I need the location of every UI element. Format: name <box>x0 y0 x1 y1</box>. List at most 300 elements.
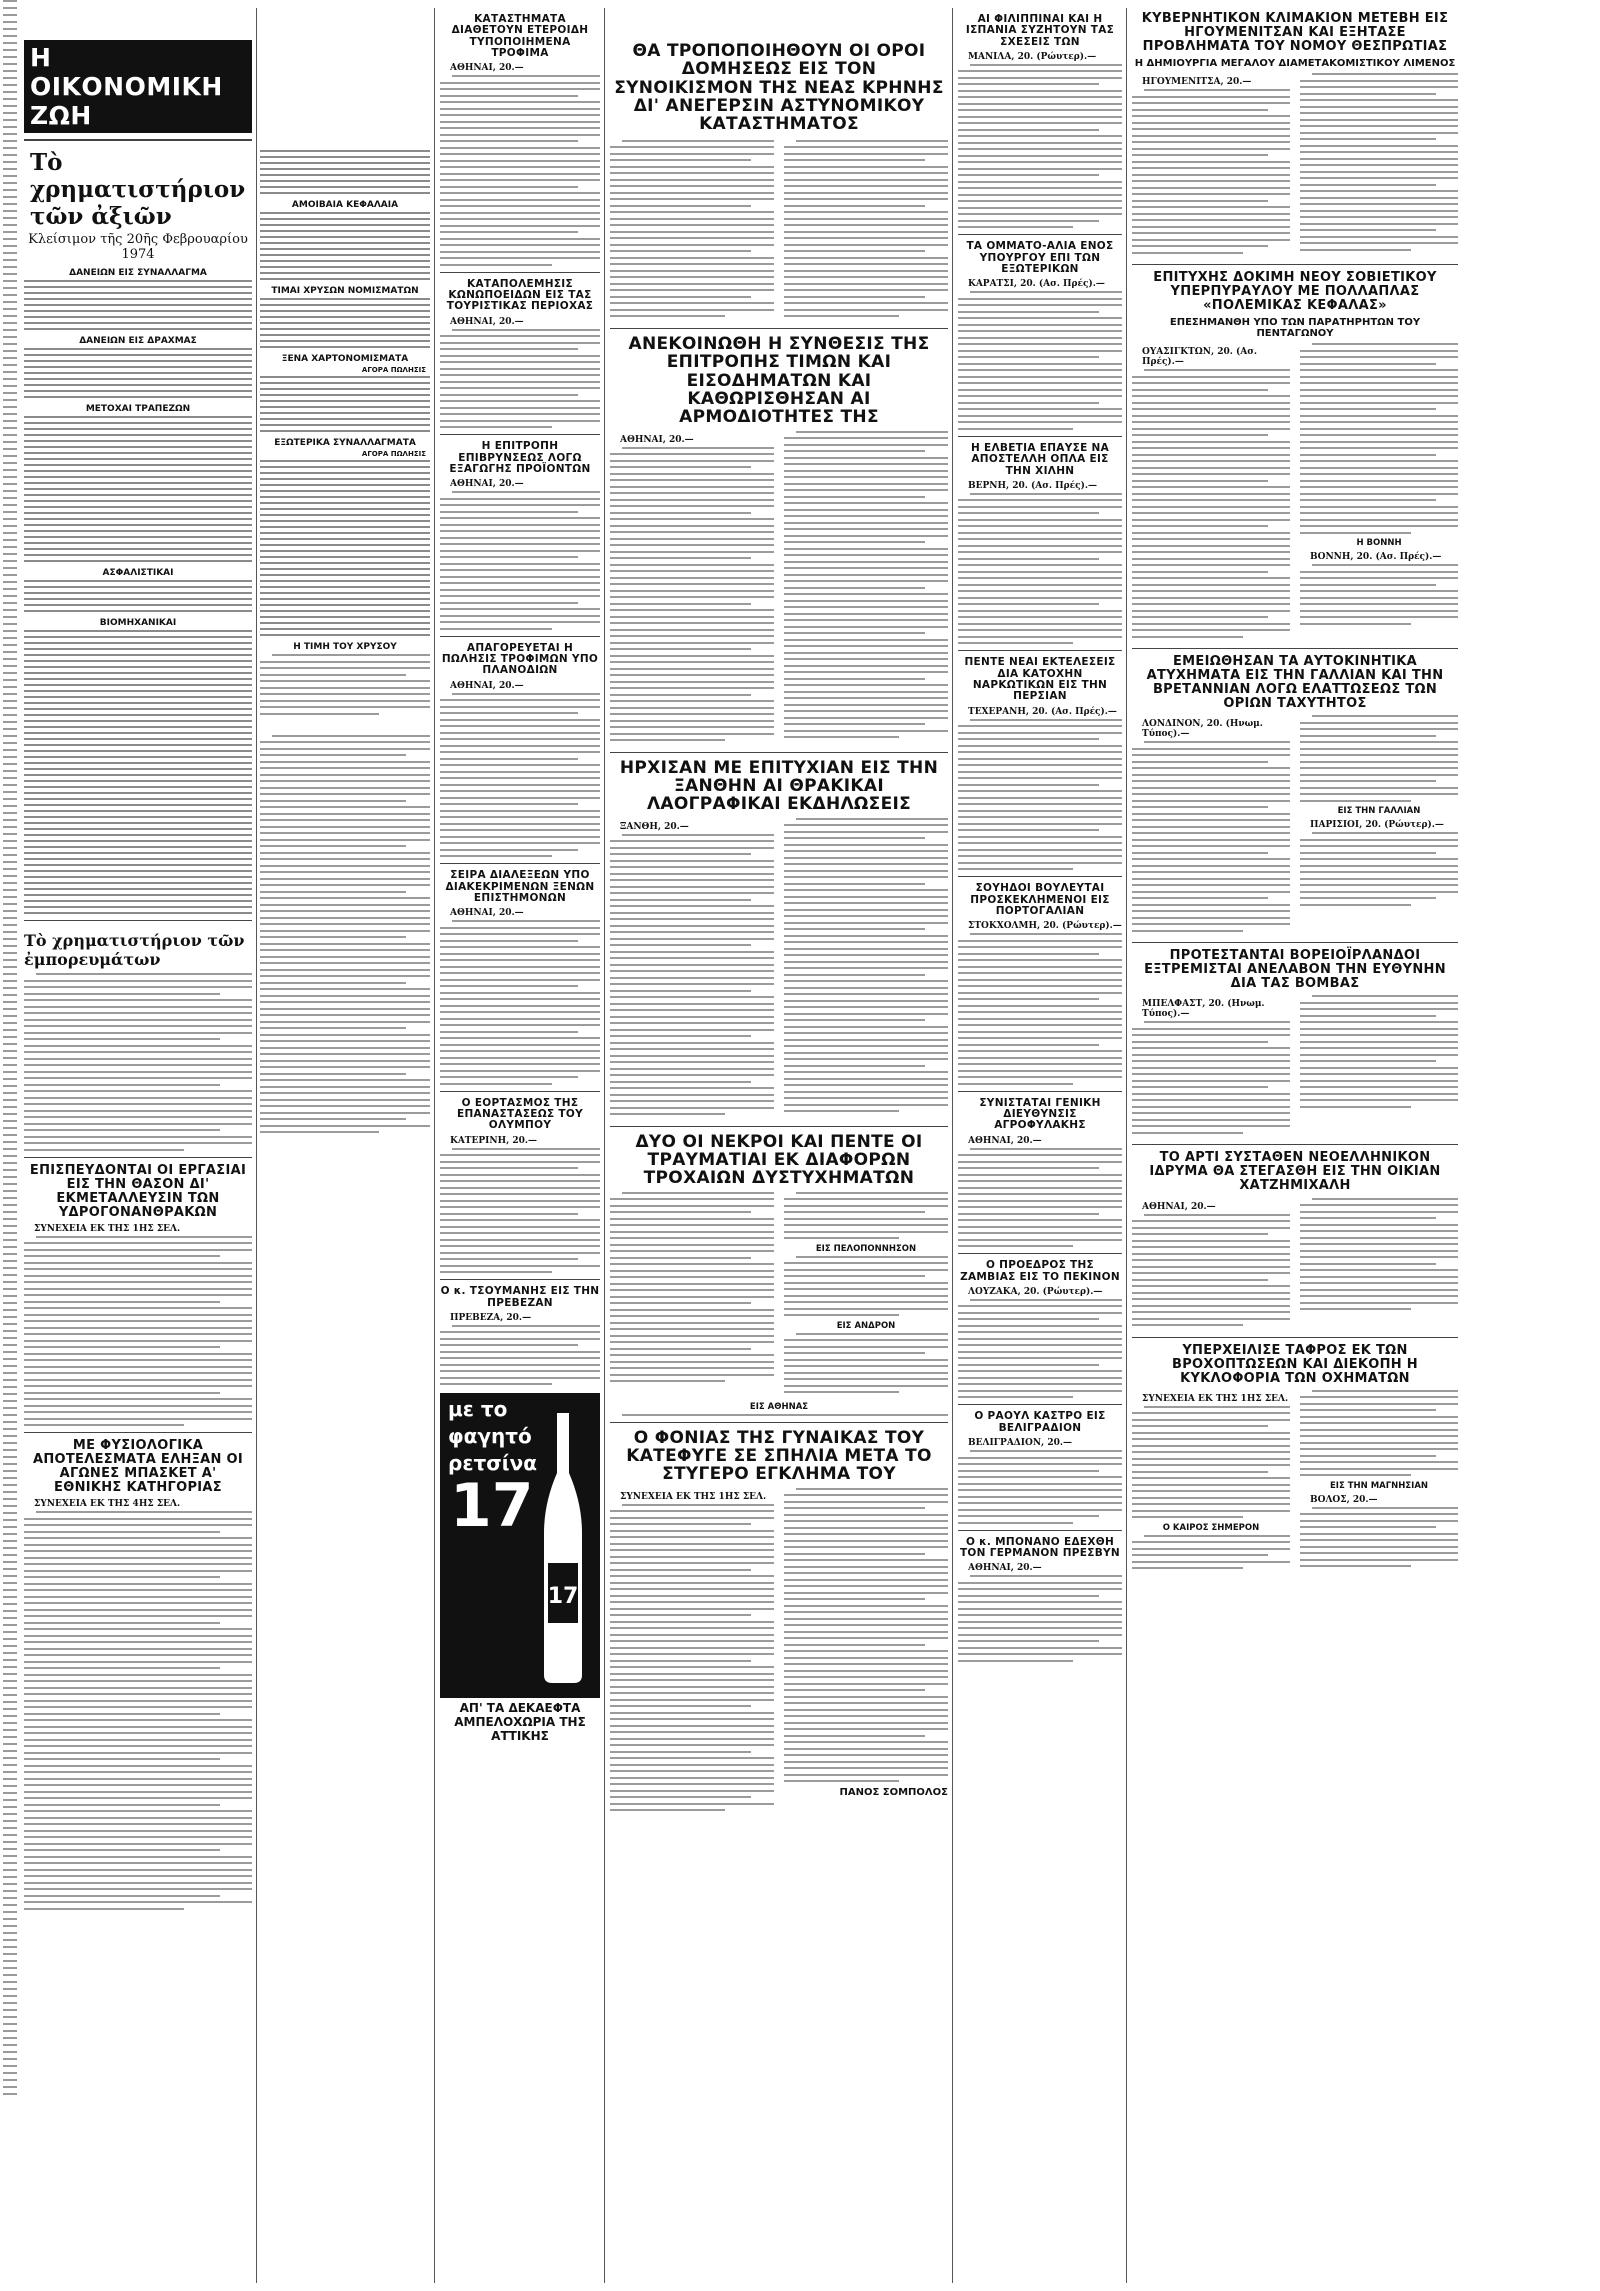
text-line <box>440 342 600 344</box>
article-dateline: ΛΟΥΖΑΚΑ, 20. (Ρώυτερ).— <box>968 1286 1103 1297</box>
text-line <box>440 121 600 123</box>
text-line <box>24 1732 252 1734</box>
article-dateline: ΣΥΝΕΧΕΙΑ ΕΚ ΤΗΣ 1ΗΣ ΣΕΛ. <box>1142 1393 1289 1404</box>
text-line <box>958 1057 1122 1059</box>
text-line <box>3 1092 17 1094</box>
text-line <box>440 1265 600 1267</box>
text-line <box>24 1398 252 1400</box>
text-line <box>24 428 252 430</box>
text-line <box>24 1856 252 1858</box>
text-line <box>260 813 430 815</box>
text-line <box>3 2051 17 2053</box>
text-line <box>24 286 252 288</box>
text-line <box>958 512 1099 514</box>
text-line <box>440 238 600 240</box>
text-line <box>1300 1060 1436 1062</box>
article-subheading: Η ΔΗΜΙΟΥΡΓΙΑ ΜΕΓΑΛΟΥ ΔΙΑΜΕΤΑΚΟΜΙΣΤΙΚΟΥ ΛΙΜΕΝΟΣ <box>1134 58 1456 70</box>
text-line <box>610 1224 774 1226</box>
text-line <box>260 484 430 486</box>
text-line <box>24 1609 252 1611</box>
text-line <box>3 1883 17 1885</box>
text-line <box>958 1364 1099 1366</box>
table-heading: ΕΞΩΤΕΡΙΚΑ ΣΥΝΑΛΛΑΓΜΑΤΑ <box>274 438 416 448</box>
text-line <box>958 1312 1122 1314</box>
text-line <box>440 771 600 773</box>
text-line <box>958 603 1099 605</box>
text-line <box>784 237 948 239</box>
text-line <box>958 829 1099 831</box>
text-line <box>958 1647 1122 1649</box>
text-line <box>260 174 430 176</box>
text-line <box>1300 1250 1458 1252</box>
text-line <box>610 466 751 468</box>
text-line <box>784 1709 948 1711</box>
text-line <box>784 710 948 712</box>
text-line <box>3 1848 17 1850</box>
text-line <box>24 494 252 496</box>
text-line <box>24 446 252 448</box>
text-line <box>24 500 252 502</box>
text-line <box>260 1086 430 1088</box>
article-headline: ΤΑ ΟΜΜΑΤΟ-ΑΛΙΑ ΕΝΟΣ ΥΠΟΥΡΓΟΥ ΕΠΙ ΤΩΝ ΕΞΩΤΕΡΙΚΩΝ <box>966 240 1114 276</box>
article-body <box>1132 741 1290 932</box>
article-body <box>958 719 1122 871</box>
text-line <box>958 758 1122 760</box>
text-line <box>260 700 430 702</box>
text-line <box>958 1660 1073 1662</box>
text-line <box>3 1225 17 1227</box>
text-line <box>784 192 948 194</box>
text-line <box>1300 878 1458 880</box>
article-dateline: ΜΑΝΙΛΑ, 20. (Ρώυτερ).— <box>968 51 1097 62</box>
text-line <box>1132 206 1290 208</box>
text-line <box>3 21 17 23</box>
article-headline: Ο ΦΟΝΙΑΣ ΤΗΣ ΓΥΝΑΙΚΑΣ ΤΟΥ ΚΑΤΕΦΥΓΕ ΣΕ ΣΠΗΛΙΑ ΜΕΤΑ ΤΟ ΣΤΥΓΕΡΟ ΕΓΚΛΗΜΑ ΤΟΥ <box>626 1427 932 1485</box>
text-line <box>440 725 600 727</box>
text-line <box>1300 229 1436 231</box>
text-line <box>24 654 252 656</box>
text-line <box>784 541 925 543</box>
text-line <box>260 956 430 958</box>
text-line <box>610 583 774 585</box>
text-line <box>784 483 948 485</box>
text-line <box>1132 891 1290 893</box>
text-line <box>784 476 948 478</box>
text-line <box>440 1005 600 1007</box>
text-line <box>784 1378 948 1380</box>
text-line <box>958 1614 1122 1616</box>
text-line <box>958 1011 1122 1013</box>
text-line <box>3 2058 17 2060</box>
text-line <box>3 455 17 457</box>
text-line <box>784 1275 925 1277</box>
text-line <box>260 150 430 152</box>
text-line <box>440 1161 600 1163</box>
text-line <box>958 1457 1122 1459</box>
text-line <box>440 426 552 428</box>
text-line <box>440 244 600 246</box>
text-line <box>3 1547 17 1549</box>
text-line <box>610 564 774 566</box>
text-line <box>784 587 925 589</box>
text-line <box>3 1393 17 1395</box>
text-line <box>610 1575 774 1577</box>
text-line <box>1300 151 1458 153</box>
text-line <box>3 1379 17 1381</box>
text-line <box>24 1019 252 1021</box>
text-line <box>3 945 17 947</box>
article-body <box>440 1148 600 1274</box>
text-line <box>610 1536 774 1538</box>
text-line <box>1132 1106 1290 1108</box>
text-line <box>1300 1237 1458 1239</box>
text-line <box>3 1204 17 1206</box>
text-line <box>958 1318 1099 1320</box>
text-line <box>3 448 17 450</box>
text-line <box>1300 1021 1458 1023</box>
text-line <box>3 952 17 954</box>
text-line <box>958 972 1122 974</box>
text-line <box>610 237 774 239</box>
text-line <box>610 1582 774 1584</box>
text-line <box>3 49 17 51</box>
text-line <box>784 457 948 459</box>
text-line <box>3 1610 17 1612</box>
text-line <box>610 609 774 611</box>
text-line <box>260 767 430 769</box>
text-line <box>440 745 600 747</box>
text-line <box>958 415 1122 417</box>
text-line <box>440 537 600 539</box>
text-line <box>958 551 1122 553</box>
text-line <box>958 1076 1122 1078</box>
text-line <box>24 786 252 788</box>
text-line <box>3 1267 17 1269</box>
table-heading: ΤΙΜΑΙ ΧΡΥΣΩΝ ΝΟΜΙΣΜΑΤΩΝ <box>271 286 419 296</box>
text-line <box>1300 125 1458 127</box>
text-line <box>784 717 948 719</box>
text-line <box>3 518 17 520</box>
text-line <box>1132 473 1290 475</box>
text-line <box>260 761 430 763</box>
text-line <box>440 1258 578 1260</box>
text-line <box>24 1418 252 1420</box>
adjacent-page-edge <box>0 0 22 2291</box>
text-line <box>610 1777 774 1779</box>
text-line <box>1132 930 1243 932</box>
text-line <box>610 205 751 207</box>
text-line <box>3 1400 17 1402</box>
text-line <box>260 891 406 893</box>
text-line <box>3 1554 17 1556</box>
text-line <box>610 886 774 888</box>
text-line <box>24 738 252 740</box>
stock-exchange-title: Τὸ χρηματιστήριον τῶν ἀξιῶν <box>30 149 246 230</box>
text-line <box>440 751 600 753</box>
text-line <box>1300 395 1458 397</box>
text-line <box>610 970 774 972</box>
text-line <box>796 1333 948 1335</box>
text-line <box>1132 187 1290 189</box>
text-line <box>610 1361 774 1363</box>
text-line <box>1132 200 1268 202</box>
text-line <box>1300 1243 1458 1245</box>
text-line <box>24 316 252 318</box>
text-line <box>440 511 578 513</box>
text-line <box>3 875 17 877</box>
text-line <box>260 212 430 214</box>
text-line <box>784 470 948 472</box>
article-body <box>440 75 600 266</box>
text-line <box>796 431 948 433</box>
text-line <box>784 658 948 660</box>
text-line <box>440 615 600 617</box>
text-line <box>610 244 774 246</box>
article-headline: ΠΕΝΤΕ ΝΕΑΙ ΕΚΤΕΛΕΣΕΙΣ ΔΙΑ ΚΑΤΟΧΗΝ ΝΑΡΚΩΤΙΚΩΝ ΕΙΣ ΤΗΝ ΠΕΡΣΙΑΝ <box>964 656 1116 703</box>
text-line <box>1300 1533 1458 1535</box>
text-line <box>24 548 252 550</box>
text-line <box>1300 434 1458 436</box>
text-line <box>3 861 17 863</box>
text-line <box>958 1608 1122 1610</box>
text-line <box>1132 1490 1290 1492</box>
text-line <box>260 592 430 594</box>
text-line <box>3 1729 17 1731</box>
text-line <box>3 2009 17 2011</box>
text-line <box>784 1231 948 1233</box>
text-line <box>1132 871 1290 873</box>
text-line <box>24 1706 252 1708</box>
text-line <box>958 343 1122 345</box>
text-line <box>784 1110 899 1112</box>
text-line <box>24 1012 252 1014</box>
text-line <box>260 298 430 300</box>
text-line <box>3 1596 17 1598</box>
text-line <box>958 1018 1122 1020</box>
text-line <box>24 1058 252 1060</box>
text-line <box>958 181 1122 183</box>
text-line <box>1300 1513 1458 1515</box>
text-line <box>1300 754 1458 756</box>
text-line <box>1132 1445 1290 1447</box>
text-line <box>958 220 1099 222</box>
text-line <box>3 1435 17 1437</box>
text-line <box>3 532 17 534</box>
text-line <box>610 860 774 862</box>
text-line <box>3 546 17 548</box>
text-line <box>260 496 430 498</box>
text-line <box>610 302 774 304</box>
text-line <box>958 1232 1122 1234</box>
text-line <box>784 1702 948 1704</box>
text-line <box>1300 1422 1458 1424</box>
text-line <box>36 973 252 975</box>
text-line <box>1300 1034 1458 1036</box>
text-line <box>784 837 925 839</box>
text-line <box>784 1385 948 1387</box>
text-line <box>958 616 1122 618</box>
text-line <box>3 749 17 751</box>
text-line <box>1300 1455 1436 1457</box>
text-line <box>1300 525 1458 527</box>
text-line <box>610 1608 774 1610</box>
article-headline: ΑΠΑΓΟΡΕΥΕΤΑΙ Η ΠΩΛΗΣΙΣ ΤΡΟΦΙΜΩΝ ΥΠΟ ΠΛΑΝΟΔΙΩΝ <box>441 641 599 677</box>
text-line <box>260 923 430 925</box>
text-line <box>3 2086 17 2088</box>
table-subheading: ΑΓΟΡΑ ΠΩΛΗΣΙΣ <box>361 450 426 458</box>
text-line <box>610 899 751 901</box>
text-line <box>958 1634 1122 1636</box>
text-line <box>1132 532 1290 534</box>
text-line <box>3 987 17 989</box>
text-line <box>784 205 925 207</box>
text-line <box>1300 904 1411 906</box>
article-headline: ΣΟΥΗΔΟΙ ΒΟΥΛΕΥΤΑΙ ΠΡΟΣΚΕΚΛΗΜΕΝΟΙ ΕΙΣ ΠΟΡΤΟΓΑΛΙΑΝ <box>970 882 1110 917</box>
text-line <box>1300 1015 1436 1017</box>
text-line <box>1300 460 1458 462</box>
text-line <box>24 993 220 995</box>
text-line <box>24 1804 220 1806</box>
text-line <box>260 310 430 312</box>
text-line <box>1312 832 1458 834</box>
text-line <box>784 1295 948 1297</box>
text-line <box>1300 80 1458 82</box>
text-line <box>24 1667 220 1669</box>
text-line <box>958 194 1122 196</box>
article-body <box>784 140 948 322</box>
text-line <box>3 1505 17 1507</box>
text-line <box>440 1370 600 1372</box>
text-line <box>260 832 430 834</box>
text-line <box>610 1595 774 1597</box>
text-line <box>3 1617 17 1619</box>
text-line <box>610 1042 774 1044</box>
text-line <box>3 1057 17 1059</box>
text-line <box>3 1302 17 1304</box>
text-line <box>440 368 600 370</box>
text-line <box>24 1537 252 1539</box>
text-line <box>3 560 17 562</box>
text-line <box>784 1761 948 1763</box>
text-line <box>1300 1008 1458 1010</box>
text-line <box>958 402 1099 404</box>
text-line <box>784 1585 948 1587</box>
text-line <box>610 629 774 631</box>
text-line <box>24 372 252 374</box>
text-line <box>622 447 774 449</box>
text-line <box>784 993 948 995</box>
text-line <box>440 998 600 1000</box>
text-line <box>260 674 406 676</box>
text-line <box>1300 532 1411 534</box>
text-line <box>1132 239 1290 241</box>
text-line <box>24 1875 252 1877</box>
text-line <box>610 211 774 213</box>
ad-text: με το <box>448 1397 508 1422</box>
text-line <box>610 590 774 592</box>
text-line <box>610 525 774 527</box>
text-line <box>24 1524 252 1526</box>
text-line <box>958 966 1122 968</box>
text-line <box>970 1575 1122 1577</box>
text-line <box>784 224 948 226</box>
text-line <box>24 470 252 472</box>
text-line <box>440 1338 600 1340</box>
text-line <box>24 1752 252 1754</box>
text-line <box>1300 382 1458 384</box>
text-line <box>24 1051 252 1053</box>
text-line <box>784 211 948 213</box>
text-line <box>1132 826 1290 828</box>
text-line <box>610 1725 774 1727</box>
text-line <box>3 1827 17 1829</box>
article-subheading: Ο ΚΑΙΡΟΣ ΣΗΜΕΡΟΝ <box>1162 1522 1260 1533</box>
text-line <box>24 822 252 824</box>
text-line <box>24 876 252 878</box>
text-line <box>784 450 925 452</box>
text-line <box>610 707 774 709</box>
text-line <box>24 1366 252 1368</box>
text-line <box>3 119 17 121</box>
text-line <box>24 1544 252 1546</box>
text-line <box>958 337 1122 339</box>
text-line <box>1132 1432 1290 1434</box>
text-line <box>610 1679 774 1681</box>
text-line <box>1300 590 1458 592</box>
column-6 <box>958 0 1122 2291</box>
text-line <box>784 1071 948 1073</box>
text-line <box>610 1081 751 1083</box>
text-line <box>784 515 948 517</box>
text-line <box>3 1477 17 1479</box>
text-line <box>3 679 17 681</box>
text-line <box>24 798 252 800</box>
text-line <box>610 505 774 507</box>
text-line <box>24 592 252 594</box>
text-line <box>24 1778 252 1780</box>
text-line <box>610 1289 774 1291</box>
text-line <box>24 1726 252 1728</box>
text-line <box>260 793 430 795</box>
text-line <box>24 882 252 884</box>
text-line <box>24 980 252 982</box>
text-line <box>1144 89 1290 91</box>
text-line <box>784 1689 925 1691</box>
text-line <box>784 1579 948 1581</box>
article-body <box>610 1192 774 1398</box>
text-line <box>1132 1311 1290 1313</box>
text-line <box>1132 1477 1290 1479</box>
text-line <box>1300 1269 1458 1271</box>
text-line <box>3 693 17 695</box>
text-line <box>24 1045 252 1047</box>
text-line <box>610 224 774 226</box>
text-line <box>610 1790 774 1792</box>
text-line <box>24 858 252 860</box>
article-dateline: ΑΘΗΝΑΙ, 20.— <box>450 680 524 691</box>
text-line <box>24 1006 252 1008</box>
text-line <box>3 420 17 422</box>
text-line <box>784 561 948 563</box>
text-line <box>3 651 17 653</box>
text-line <box>958 506 1122 508</box>
text-line <box>958 745 1122 747</box>
text-line <box>440 1024 600 1026</box>
text-line <box>784 1372 948 1374</box>
text-line <box>1132 226 1290 228</box>
text-line <box>970 719 1122 721</box>
article-dateline: ΠΑΡΙΣΙΟΙ, 20. (Ρώυτερ).— <box>1310 820 1444 831</box>
